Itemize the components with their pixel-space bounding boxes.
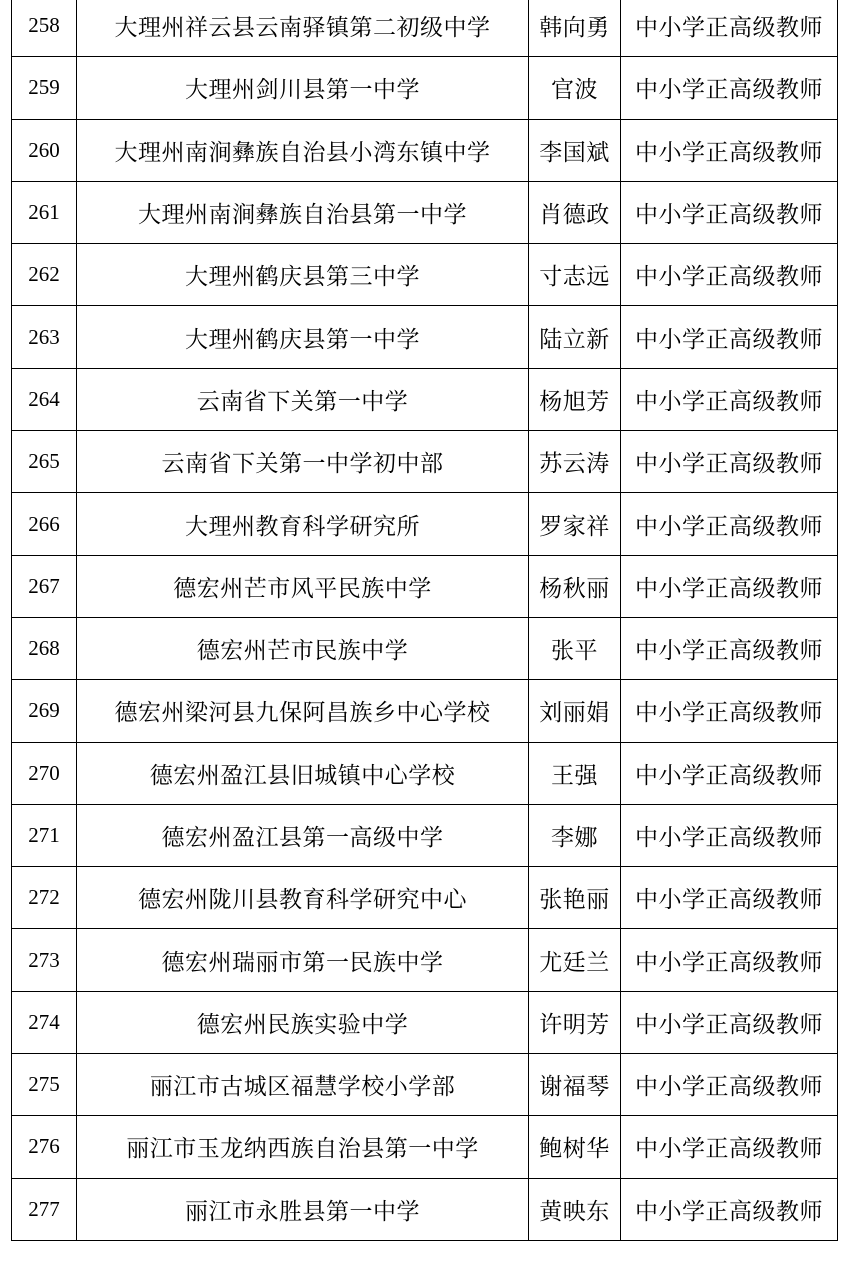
title-cell: 中小学正高级教师: [621, 991, 838, 1053]
row-number-cell: 273: [12, 929, 77, 991]
teacher-name-cell: 谢福琴: [529, 1054, 621, 1116]
teacher-name-cell: 陆立新: [529, 306, 621, 368]
title-cell: 中小学正高级教师: [621, 181, 838, 243]
teacher-name-cell: 韩向勇: [529, 0, 621, 57]
teacher-name-cell: 张艳丽: [529, 867, 621, 929]
teacher-name-cell: 鲍树华: [529, 1116, 621, 1178]
teacher-name-cell: 张平: [529, 617, 621, 679]
teacher-name-cell: 肖德政: [529, 181, 621, 243]
title-cell: 中小学正高级教师: [621, 867, 838, 929]
teacher-name-cell: 苏云涛: [529, 431, 621, 493]
table-row: [12, 1116, 838, 1178]
table-row: [12, 306, 838, 368]
row-number-cell: 269: [12, 680, 77, 742]
row-number-cell: 264: [12, 368, 77, 430]
school-cell: 大理州教育科学研究所: [77, 493, 529, 555]
teacher-name-cell: 李娜: [529, 804, 621, 866]
table-row: [12, 493, 838, 555]
title-cell: 中小学正高级教师: [621, 1054, 838, 1116]
table-row: [12, 181, 838, 243]
title-cell: 中小学正高级教师: [621, 742, 838, 804]
school-cell: 大理州剑川县第一中学: [77, 57, 529, 119]
school-cell: 德宏州盈江县旧城镇中心学校: [77, 742, 529, 804]
teacher-name-cell: 李国斌: [529, 119, 621, 181]
school-cell: 丽江市古城区福慧学校小学部: [77, 1054, 529, 1116]
title-cell: 中小学正高级教师: [621, 617, 838, 679]
row-number-cell: 258: [12, 0, 77, 57]
table-row: [12, 804, 838, 866]
school-cell: 丽江市永胜县第一中学: [77, 1178, 529, 1240]
row-number-cell: 272: [12, 867, 77, 929]
school-cell: 云南省下关第一中学初中部: [77, 431, 529, 493]
row-number-cell: 271: [12, 804, 77, 866]
row-number-cell: 275: [12, 1054, 77, 1116]
row-number-cell: 270: [12, 742, 77, 804]
table-row: [12, 368, 838, 430]
teacher-name-cell: 刘丽娟: [529, 680, 621, 742]
title-cell: 中小学正高级教师: [621, 244, 838, 306]
table-row: [12, 617, 838, 679]
school-cell: 德宏州芒市风平民族中学: [77, 555, 529, 617]
table-row: [12, 1054, 838, 1116]
table-row: [12, 1178, 838, 1240]
row-number-cell: 263: [12, 306, 77, 368]
title-cell: 中小学正高级教师: [621, 680, 838, 742]
school-cell: 大理州南涧彝族自治县第一中学: [77, 181, 529, 243]
row-number-cell: 268: [12, 617, 77, 679]
table-row: [12, 680, 838, 742]
table-row: [12, 555, 838, 617]
school-cell: 大理州鹤庆县第三中学: [77, 244, 529, 306]
title-cell: 中小学正高级教师: [621, 493, 838, 555]
table-row: [12, 244, 838, 306]
teacher-name-cell: 尤廷兰: [529, 929, 621, 991]
teacher-name-cell: 罗家祥: [529, 493, 621, 555]
title-cell: 中小学正高级教师: [621, 1116, 838, 1178]
table-row: [12, 742, 838, 804]
teacher-name-cell: 官波: [529, 57, 621, 119]
title-cell: 中小学正高级教师: [621, 57, 838, 119]
school-cell: 丽江市玉龙纳西族自治县第一中学: [77, 1116, 529, 1178]
school-cell: 德宏州芒市民族中学: [77, 617, 529, 679]
row-number-cell: 266: [12, 493, 77, 555]
title-cell: 中小学正高级教师: [621, 804, 838, 866]
school-cell: 德宏州梁河县九保阿昌族乡中心学校: [77, 680, 529, 742]
row-number-cell: 265: [12, 431, 77, 493]
teacher-name-cell: 许明芳: [529, 991, 621, 1053]
school-cell: 大理州鹤庆县第一中学: [77, 306, 529, 368]
title-cell: 中小学正高级教师: [621, 555, 838, 617]
teacher-name-cell: 杨秋丽: [529, 555, 621, 617]
table-row: [12, 929, 838, 991]
title-cell: 中小学正高级教师: [621, 929, 838, 991]
table-row: [12, 119, 838, 181]
table-body: [12, 0, 838, 1240]
table-row: [12, 57, 838, 119]
school-cell: 德宏州盈江县第一高级中学: [77, 804, 529, 866]
table-row: [12, 991, 838, 1053]
teacher-name-cell: 寸志远: [529, 244, 621, 306]
row-number-cell: 267: [12, 555, 77, 617]
row-number-cell: 274: [12, 991, 77, 1053]
row-number-cell: 276: [12, 1116, 77, 1178]
school-cell: 大理州南涧彝族自治县小湾东镇中学: [77, 119, 529, 181]
row-number-cell: 260: [12, 119, 77, 181]
teacher-name-cell: 黄映东: [529, 1178, 621, 1240]
teacher-name-cell: 杨旭芳: [529, 368, 621, 430]
title-cell: 中小学正高级教师: [621, 306, 838, 368]
school-cell: 德宏州瑞丽市第一民族中学: [77, 929, 529, 991]
school-cell: 云南省下关第一中学: [77, 368, 529, 430]
row-number-cell: 261: [12, 181, 77, 243]
title-cell: 中小学正高级教师: [621, 119, 838, 181]
title-cell: 中小学正高级教师: [621, 0, 838, 57]
teacher-name-cell: 王强: [529, 742, 621, 804]
teacher-list-table: [11, 0, 838, 1241]
title-cell: 中小学正高级教师: [621, 1178, 838, 1240]
row-number-cell: 262: [12, 244, 77, 306]
school-cell: 德宏州陇川县教育科学研究中心: [77, 867, 529, 929]
school-cell: 大理州祥云县云南驿镇第二初级中学: [77, 0, 529, 57]
row-number-cell: 277: [12, 1178, 77, 1240]
table-row: [12, 867, 838, 929]
table-row: [12, 431, 838, 493]
title-cell: 中小学正高级教师: [621, 368, 838, 430]
title-cell: 中小学正高级教师: [621, 431, 838, 493]
table-row: [12, 0, 838, 57]
school-cell: 德宏州民族实验中学: [77, 991, 529, 1053]
row-number-cell: 259: [12, 57, 77, 119]
